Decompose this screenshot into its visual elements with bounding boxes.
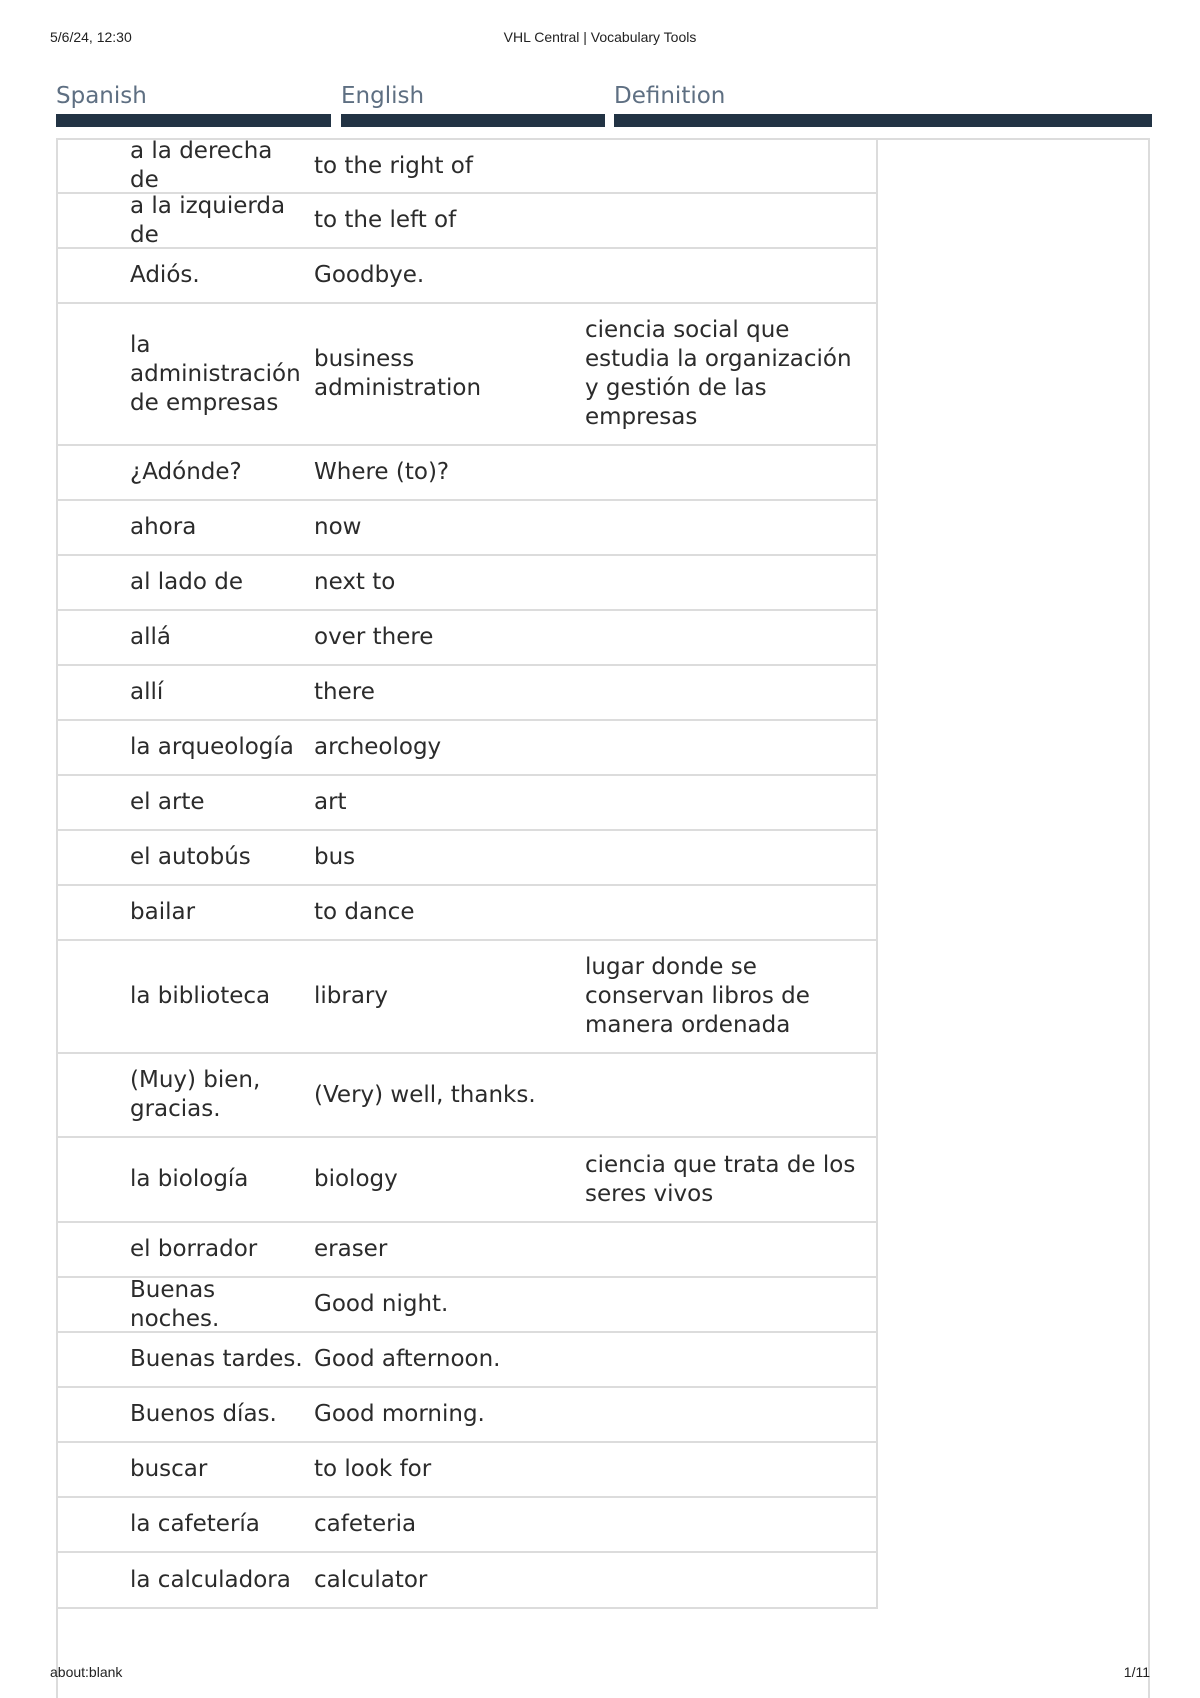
spanish-term: ahora: [130, 514, 197, 540]
column-header-english[interactable]: [341, 81, 605, 127]
column-header-label: Spanish: [56, 83, 147, 109]
spanish-term: Buenos días.: [130, 1401, 277, 1427]
english-term: calculator: [314, 1566, 428, 1593]
column-header-bar: [614, 114, 1152, 127]
english-term: biology: [314, 1166, 398, 1192]
spanish-term: a la izquierda de: [130, 192, 286, 248]
english-term: (Very) well, thanks.: [314, 1081, 536, 1108]
vocab-row: [58, 1443, 876, 1498]
vocab-row: [58, 1138, 876, 1223]
english-term: eraser: [314, 1236, 388, 1262]
column-header-spanish[interactable]: [56, 81, 331, 127]
spanish-term: a la derecha de: [130, 138, 273, 193]
spanish-term: buscar: [130, 1456, 208, 1482]
spanish-term: el arte: [130, 789, 205, 815]
column-header-definition[interactable]: [614, 81, 1152, 127]
spanish-term: ¿Adónde?: [130, 459, 242, 485]
definition: ciencia que trata de los seres vivos: [585, 1151, 856, 1207]
print-header: [50, 29, 1150, 49]
vocabulary-table: [56, 138, 878, 1609]
spanish-term: la calculadora: [130, 1566, 291, 1593]
page-title: VHL Central | Vocabulary Tools: [503, 29, 697, 45]
english-term: over there: [314, 624, 434, 650]
vocab-row: [58, 611, 876, 666]
spanish-term: bailar: [130, 899, 196, 925]
spanish-term: Adiós.: [130, 262, 200, 288]
spanish-term: la arqueología: [130, 734, 294, 760]
vocab-row: [58, 941, 876, 1054]
english-term: Goodbye.: [314, 262, 425, 288]
page-url: about:blank: [50, 1664, 123, 1680]
vocab-row: [58, 831, 876, 886]
spanish-term: la administración de empresas: [130, 331, 301, 416]
vocab-row: [58, 140, 876, 194]
spanish-term: la biblioteca: [130, 983, 271, 1009]
vocab-row: [58, 1223, 876, 1278]
spanish-term: allá: [130, 624, 171, 650]
english-term: archeology: [314, 734, 442, 760]
english-term: Good afternoon.: [314, 1346, 501, 1372]
spanish-term: la cafetería: [130, 1511, 260, 1537]
vocab-row: [58, 1278, 876, 1333]
spanish-term: (Muy) bien, gracias.: [130, 1067, 261, 1122]
english-term: to dance: [314, 899, 415, 925]
spanish-term: allí: [130, 679, 164, 705]
vocab-row: [58, 886, 876, 941]
column-header-bar: [341, 114, 605, 127]
english-term: now: [314, 514, 362, 540]
english-term: cafeteria: [314, 1511, 417, 1537]
vocab-row: [58, 304, 876, 446]
definition: ciencia social que estudia la organización y gestión de las empresas: [585, 317, 852, 430]
vocab-row: [58, 666, 876, 721]
vocab-row: [58, 1054, 876, 1138]
english-term: art: [314, 789, 347, 815]
english-term: Good night.: [314, 1291, 449, 1317]
vocab-row: [58, 501, 876, 556]
spanish-term: el borrador: [130, 1236, 258, 1262]
vocab-row: [58, 446, 876, 501]
print-date: 5/6/24, 12:30: [50, 29, 132, 45]
vocab-row: [58, 1498, 876, 1553]
english-term: to the left of: [314, 207, 457, 233]
column-header-bar: [56, 114, 331, 127]
spanish-term: Buenas noches.: [130, 1276, 220, 1332]
vocab-row: [58, 194, 876, 249]
vocab-row: [58, 776, 876, 831]
vocab-row: [58, 1388, 876, 1443]
spanish-term: la biología: [130, 1166, 249, 1192]
column-header-label: English: [341, 83, 425, 109]
page-number: 1/11: [1123, 1664, 1150, 1680]
english-term: Where (to)?: [314, 459, 450, 485]
column-header-label: Definition: [614, 83, 726, 109]
vocab-row: [58, 721, 876, 776]
definition: lugar donde se conservan libros de manera ordenada: [585, 954, 810, 1038]
english-term: bus: [314, 844, 356, 870]
english-term: library: [314, 983, 388, 1009]
spanish-term: el autobús: [130, 844, 251, 870]
english-term: next to: [314, 569, 396, 595]
english-term: to the right of: [314, 152, 473, 179]
print-footer: [50, 1664, 1150, 1684]
spanish-term: al lado de: [130, 569, 244, 595]
english-term: there: [314, 679, 375, 705]
vocab-row: [58, 1333, 876, 1388]
spanish-term: Buenas tardes.: [130, 1346, 303, 1372]
english-term: Good morning.: [314, 1401, 485, 1427]
english-term: business administration: [314, 346, 482, 401]
vocab-row: [58, 1553, 876, 1607]
vocab-row: [58, 556, 876, 611]
vocab-row: [58, 249, 876, 304]
english-term: to look for: [314, 1456, 432, 1482]
